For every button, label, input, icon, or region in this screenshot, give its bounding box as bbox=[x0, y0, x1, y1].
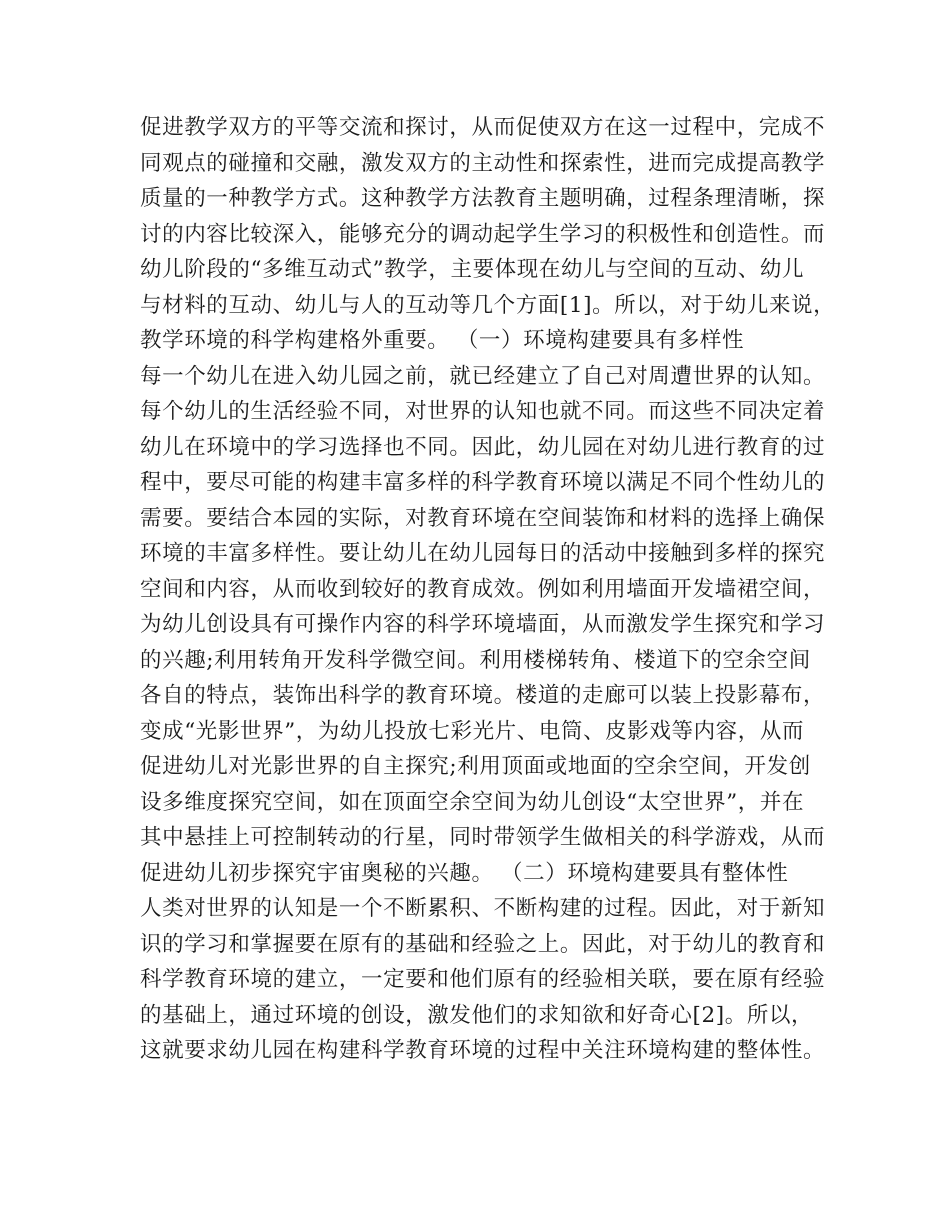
text-line-section-heading-2: 促进幼儿初步探究宇宙奥秘的兴趣。 （二）环境构建要具有整体性 bbox=[140, 860, 789, 886]
text-line: 识的学习和掌握要在原有的基础和经验之上。因此，对于幼儿的教育和 bbox=[140, 931, 826, 957]
text-line: 每个幼儿的生活经验不同，对世界的认知也就不同。而这些不同决定着 bbox=[140, 399, 826, 424]
text-line: 与材料的互动、幼儿与人的互动等几个方面[1]。所以，对于幼儿来说， bbox=[140, 292, 836, 318]
text-line: 这就要求幼儿园在构建科学教育环境的过程中关注环境构建的整体性。 bbox=[140, 1038, 826, 1063]
text-line: 质量的一种教学方式。这种教学方法教育主题明确，过程条理清晰，探 bbox=[140, 186, 826, 211]
text-line: 程中，要尽可能的构建丰富多样的科学教育环境以满足不同个性幼儿的 bbox=[140, 470, 826, 495]
text-line: 其中悬挂上可控制转动的行星，同时带领学生做相关的科学游戏，从而 bbox=[140, 825, 826, 850]
text-line: 空间和内容，从而收到较好的教育成效。例如利用墙面开发墙裙空间， bbox=[140, 576, 826, 602]
text-line-section-heading-1: 教学环境的科学构建格外重要。 （一）环境构建要具有多样性 bbox=[140, 328, 745, 353]
text-line: 每一个幼儿在进入幼儿园之前，就已经建立了自己对周遭世界的认知。 bbox=[140, 363, 826, 389]
text-line: 幼儿在环境中的学习选择也不同。因此，幼儿园在对幼儿进行教育的过 bbox=[140, 434, 826, 460]
text-line: 为幼儿创设具有可操作内容的科学环境墙面，从而激发学生探究和学习 bbox=[140, 612, 826, 637]
text-line: 需要。要结合本园的实际，对教育环境在空间装饰和材料的选择上确保 bbox=[140, 505, 826, 531]
text-line: 幼儿阶段的“多维互动式”教学，主要体现在幼儿与空间的互动、幼儿 bbox=[140, 257, 805, 282]
text-line: 促进幼儿对光影世界的自主探究;利用顶面或地面的空余空间，开发创 bbox=[140, 754, 811, 779]
text-line: 环境的丰富多样性。要让幼儿在幼儿园每日的活动中接触到多样的探究 bbox=[140, 541, 826, 566]
text-line: 科学教育环境的建立，一定要和他们原有的经验相关联，要在原有经验 bbox=[140, 967, 826, 992]
text-line: 各自的特点，装饰出科学的教育环境。楼道的走廊可以装上投影幕布， bbox=[140, 683, 826, 708]
text-line: 的兴趣;利用转角开发科学微空间。利用楼梯转角、楼道下的空余空间 bbox=[140, 647, 811, 673]
text-line: 变成“光影世界”，为幼儿投放七彩光片、电筒、皮影戏等内容，从而 bbox=[140, 718, 805, 744]
text-line: 促进教学双方的平等交流和探讨，从而促使双方在这一过程中，完成不 bbox=[140, 115, 826, 140]
text-line: 人类对世界的认知是一个不断累积、不断构建的过程。因此，对于新知 bbox=[140, 896, 826, 921]
body-text bbox=[140, 110, 840, 1069]
text-line: 同观点的碰撞和交融，激发双方的主动性和探索性，进而完成提高教学 bbox=[140, 150, 826, 176]
text-line: 设多维度探究空间，如在顶面空余空间为幼儿创设“太空世界”，并在 bbox=[140, 789, 805, 815]
text-line: 的基础上，通过环境的创设，激发他们的求知欲和好奇心[2]。所以， bbox=[140, 1002, 814, 1028]
text-line: 讨的内容比较深入，能够充分的调动起学生学习的积极性和创造性。而 bbox=[140, 221, 826, 247]
